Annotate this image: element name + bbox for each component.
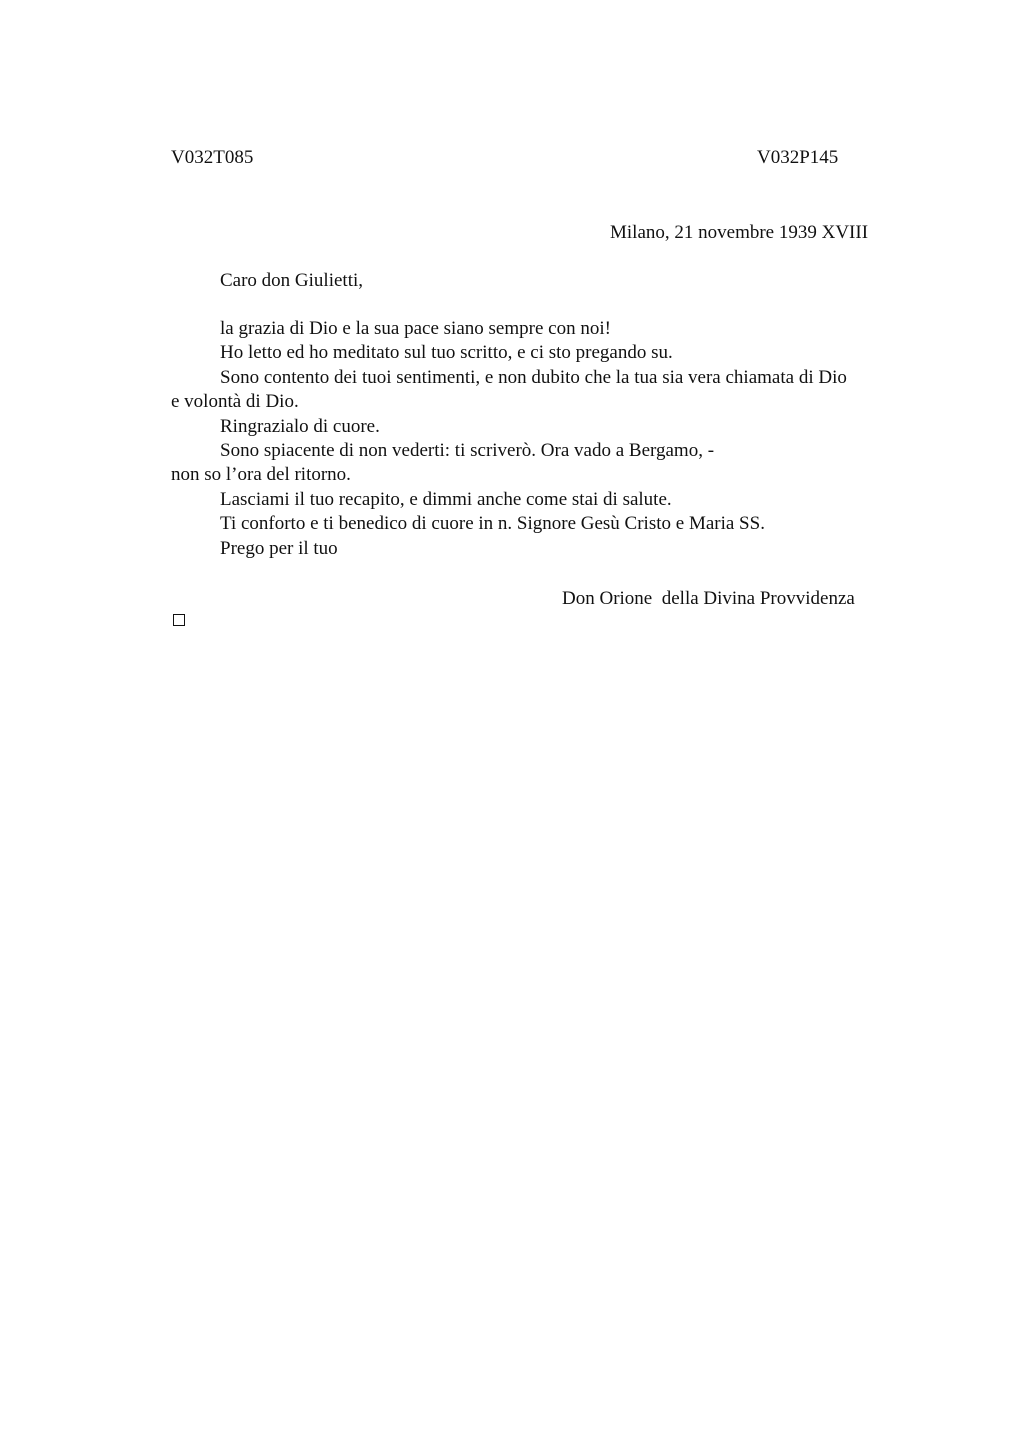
- body-line: Sono spiacente di non vederti: ti scriverò. Ora vado a Bergamo, -: [220, 439, 715, 461]
- body-line: e volontà di Dio.: [171, 391, 299, 413]
- empty-square-icon: [173, 614, 185, 626]
- body-line: la grazia di Dio e la sua pace siano sempre con noi!: [220, 318, 611, 339]
- body-line: Ti conforto e ti benedico di cuore in n. Signore Gesù Cristo e Maria SS.: [220, 513, 765, 535]
- document-code-right: V032P145: [757, 147, 839, 168]
- letter-body: [171, 317, 911, 561]
- body-line: non so l’ora del ritorno.: [171, 464, 351, 486]
- letter-signature: Don Orione della Divina Provvidenza: [562, 588, 855, 609]
- body-line: Ho letto ed ho meditato sul tuo scritto, e ci sto pregando su.: [220, 342, 673, 364]
- body-line: Prego per il tuo: [220, 537, 338, 559]
- letter-salutation: Caro don Giulietti,: [220, 270, 364, 291]
- document-code-left: V032T085: [171, 147, 254, 168]
- body-line: Sono contento dei tuoi sentimenti, e non dubito che la tua sia vera chiamata di Dio: [220, 366, 847, 388]
- letter-date: Milano, 21 novembre 1939 XVIII: [610, 222, 869, 243]
- body-line: Lasciami il tuo recapito, e dimmi anche come stai di salute.: [220, 488, 672, 510]
- body-line: Ringrazialo di cuore.: [220, 415, 380, 437]
